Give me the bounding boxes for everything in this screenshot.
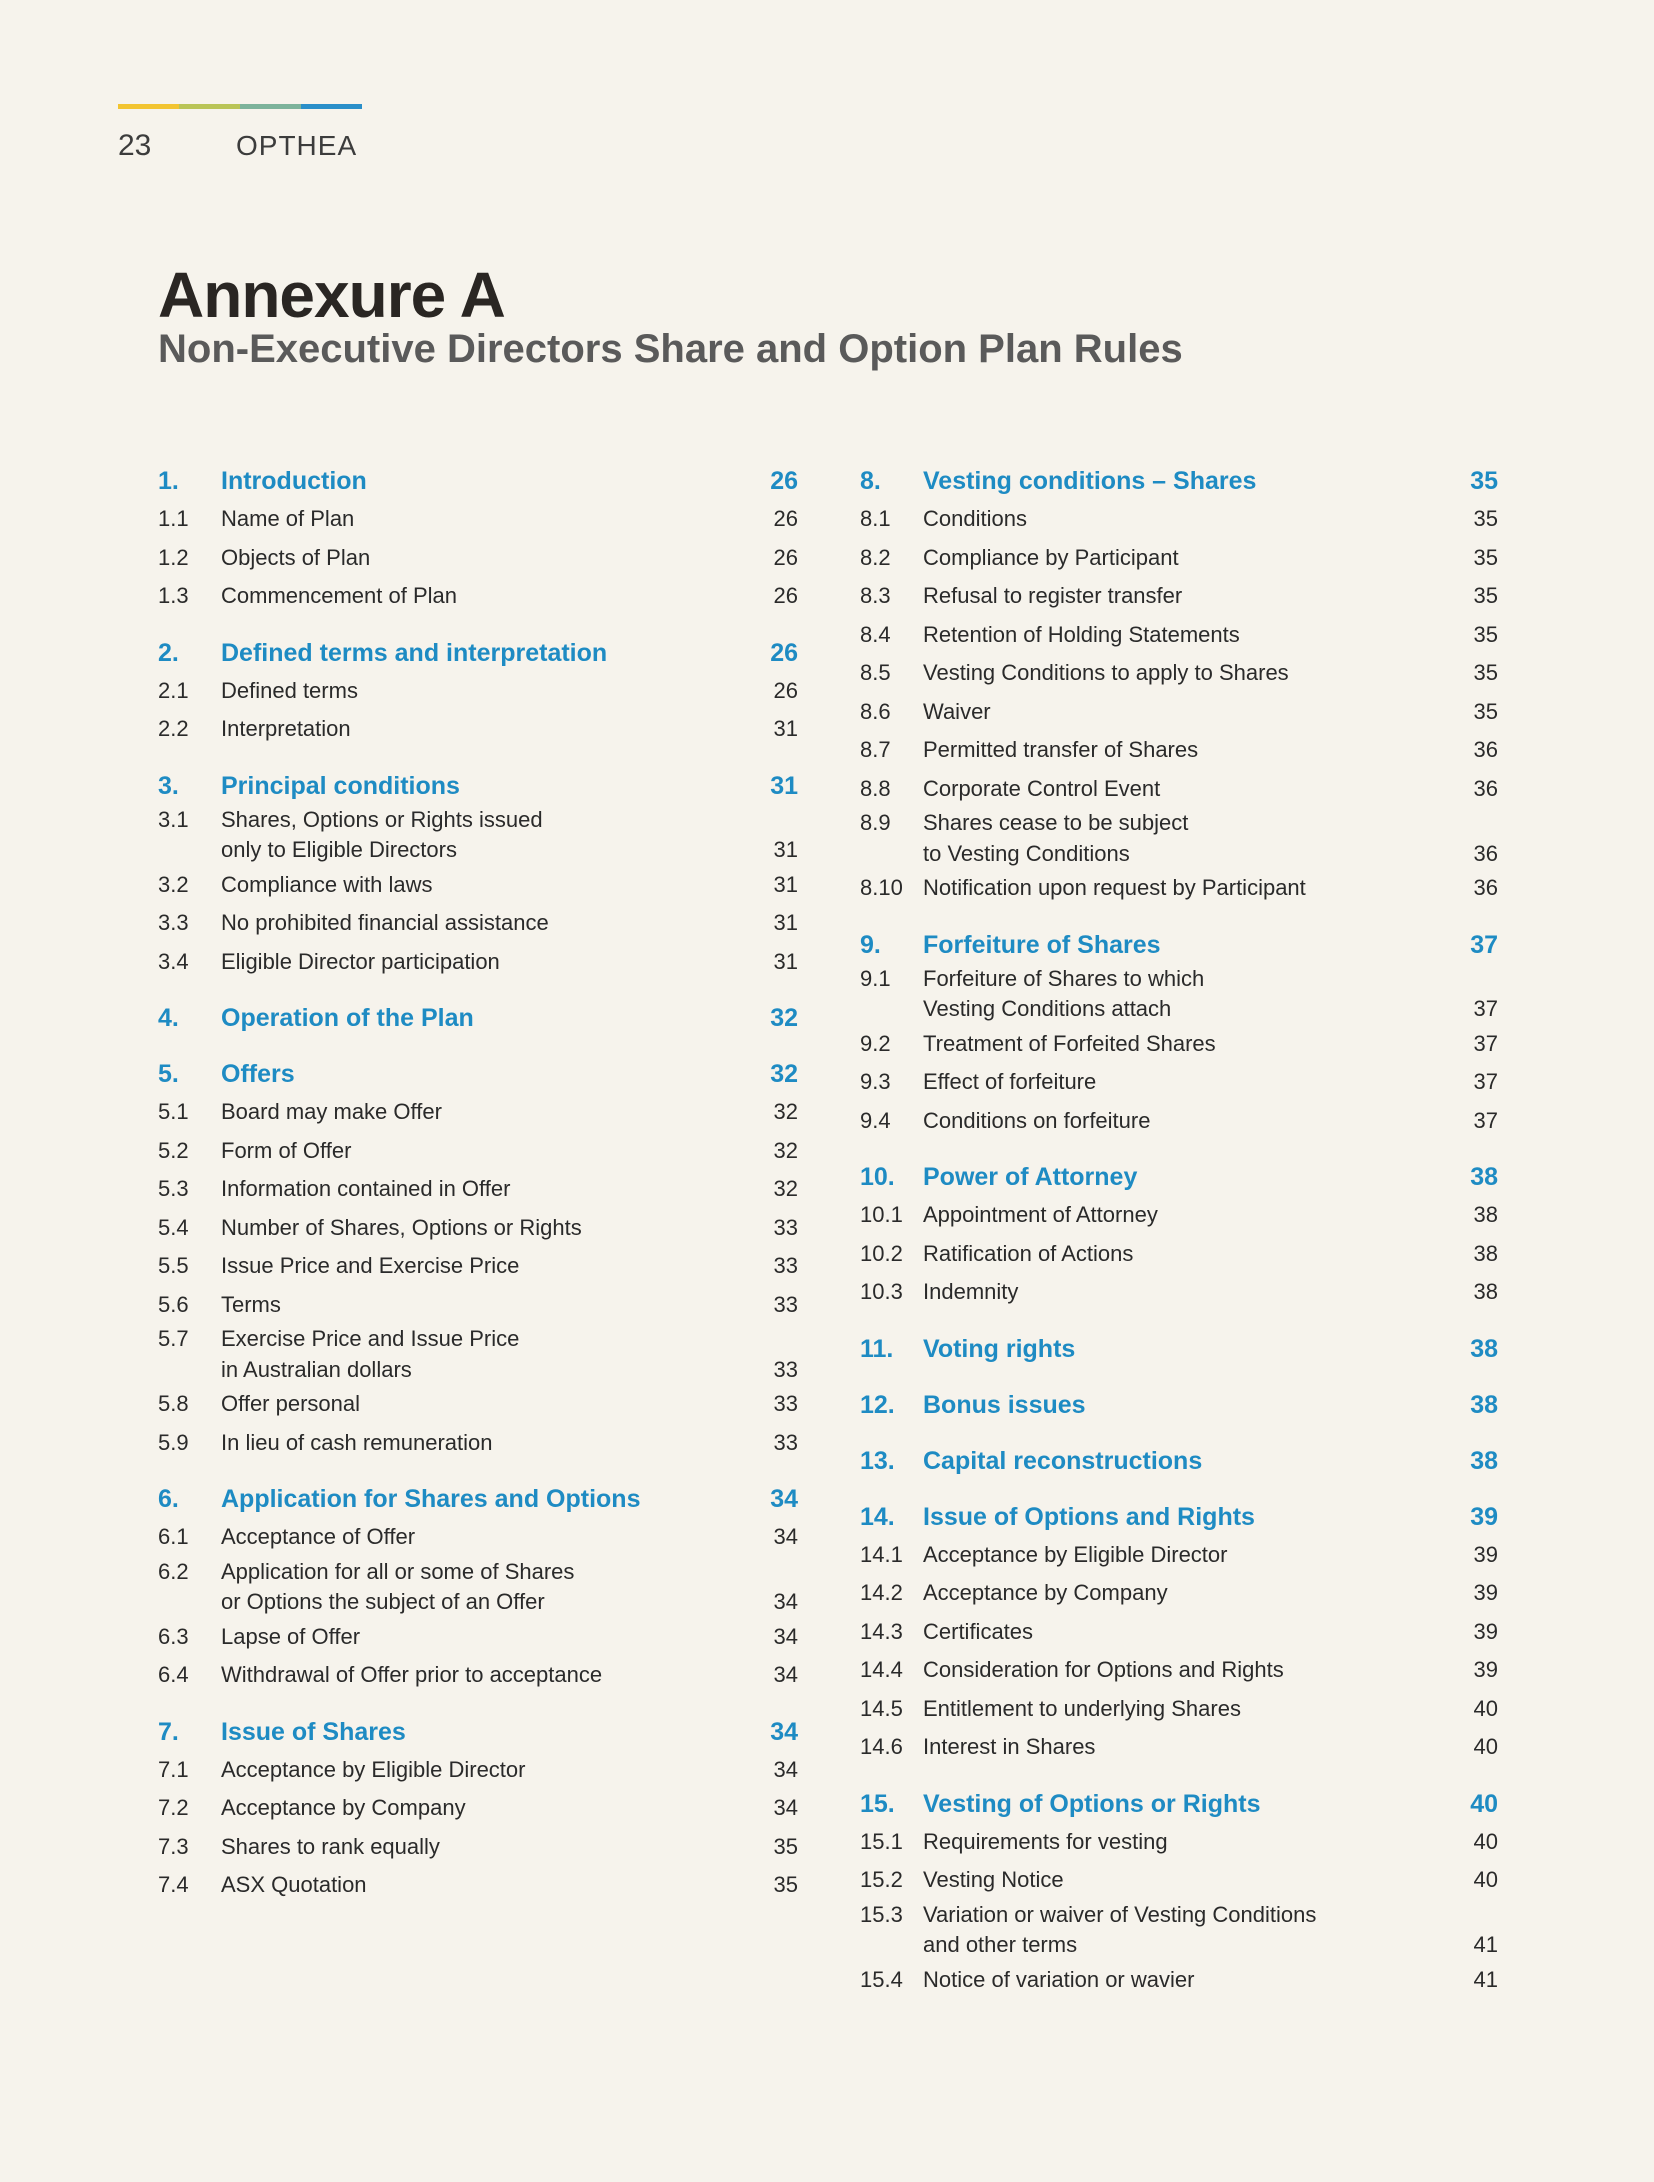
toc-entry-title: Conditions: [923, 506, 1027, 531]
toc-left-column: [158, 462, 798, 1923]
toc-section-number: 11.: [860, 1334, 894, 1363]
toc-entry-page: 36: [1473, 840, 1498, 866]
toc-entry-number: 15.1: [860, 1828, 903, 1854]
toc-entry-page: 26: [773, 506, 798, 531]
toc-section-heading[interactable]: [158, 634, 798, 672]
toc-entry-title: Acceptance by Company: [923, 1580, 1168, 1605]
toc-entry[interactable]: [860, 1961, 1498, 2000]
toc-entry-title: Board may make Offer: [221, 1099, 442, 1124]
toc-section: [860, 1442, 1498, 1480]
toc-section-title: Bonus issues: [923, 1390, 1086, 1419]
toc-entry-page: 40: [1473, 1734, 1498, 1759]
toc-entry-number: 8.8: [860, 775, 891, 801]
toc-entry-number: 8.7: [860, 737, 891, 762]
color-bar-segment: [301, 104, 362, 109]
toc-entry[interactable]: [158, 1286, 798, 1325]
toc-entry-number: 2.1: [158, 677, 189, 703]
toc-entry-number: 9.3: [860, 1069, 891, 1094]
toc-entry-number: 3.3: [158, 910, 189, 935]
toc-entry-page: 35: [1473, 621, 1498, 647]
toc-section: [860, 1498, 1498, 1767]
toc-entry-title: Acceptance by Eligible Director: [923, 1541, 1228, 1567]
header-color-bar: [118, 104, 362, 109]
color-bar-segment: [118, 104, 179, 109]
toc-section: [860, 926, 1498, 1141]
toc-entry[interactable]: [860, 808, 1498, 869]
toc-section-number: 13.: [860, 1446, 895, 1475]
toc-entry[interactable]: [860, 1861, 1498, 1900]
toc-section-page: 39: [1470, 1502, 1498, 1531]
toc-entry-page: 35: [773, 1833, 798, 1859]
toc-entry-page: 33: [773, 1253, 798, 1278]
toc-section: [158, 1713, 798, 1905]
toc-entry-page: 33: [773, 1214, 798, 1240]
toc-entry-title: Commencement of Plan: [221, 583, 457, 608]
toc-entry-title: Acceptance by Company: [221, 1795, 466, 1820]
toc-section-heading[interactable]: [158, 1480, 798, 1518]
toc-entry-title: Appointment of Attorney: [923, 1202, 1158, 1227]
toc-entry-title: Notification upon request by Participant: [923, 875, 1306, 900]
toc-section-page: 35: [1470, 467, 1498, 495]
color-bar-segment: [179, 104, 240, 109]
toc-entry-title: Retention of Holding Statements: [923, 621, 1240, 647]
toc-section-page: 32: [770, 1060, 798, 1088]
toc-entry[interactable]: [158, 1518, 798, 1557]
toc-section: [158, 634, 798, 749]
toc-section-number: 4.: [158, 1004, 179, 1032]
toc-entry-page: 35: [773, 1872, 798, 1897]
toc-entry-number: 5.8: [158, 1391, 189, 1416]
toc-entry-page: 31: [773, 716, 798, 741]
toc-entry[interactable]: [860, 1900, 1498, 1961]
toc-entry[interactable]: [158, 904, 798, 943]
toc-entry-title: Indemnity: [923, 1279, 1019, 1304]
toc-entry-title: Shares, Options or Rights issued only to Eligible Directors: [221, 806, 543, 862]
toc-entry[interactable]: [158, 805, 798, 866]
toc-entry[interactable]: [860, 500, 1498, 539]
toc-entry-title: Entitlement to underlying Shares: [923, 1695, 1241, 1721]
toc-section-page: 26: [770, 467, 798, 495]
toc-entry-title: Name of Plan: [221, 506, 355, 531]
page-subtitle: Non-Executive Directors Share and Option Plan Rules: [158, 327, 1183, 371]
toc-entry-title: Objects of Plan: [221, 544, 371, 570]
toc-entry[interactable]: [860, 539, 1498, 578]
toc-section-page: 38: [1470, 1390, 1498, 1419]
toc-section-heading[interactable]: [860, 926, 1498, 964]
toc-entry-title: Compliance by Participant: [923, 544, 1179, 570]
toc-section-page: 38: [1470, 1163, 1498, 1191]
toc-entry-title: Interpretation: [221, 716, 351, 741]
toc-entry-page: 34: [773, 1589, 798, 1614]
toc-entry-page: 35: [1473, 583, 1498, 608]
toc-entry[interactable]: [158, 943, 798, 982]
toc-entry-title: ASX Quotation: [221, 1872, 367, 1897]
toc-entry-page: 35: [1473, 544, 1498, 570]
toc-entry-title: Exercise Price and Issue Price in Australian dollars: [221, 1326, 520, 1382]
toc-entry-number: 1.3: [158, 583, 189, 608]
toc-entry-page: 32: [773, 1099, 798, 1124]
toc-entry-number: 15.2: [860, 1867, 903, 1892]
toc-entry[interactable]: [860, 1651, 1498, 1690]
toc-entry-number: 8.6: [860, 698, 891, 724]
toc-entry[interactable]: [158, 500, 798, 539]
toc-entry-number: 2.2: [158, 716, 189, 741]
toc-entry-number: 8.3: [860, 583, 891, 608]
toc-entry-number: 8.4: [860, 621, 891, 647]
toc-section-number: 9.: [860, 930, 881, 959]
toc-entry-number: 9.1: [860, 965, 891, 991]
toc-entry[interactable]: [860, 1102, 1498, 1141]
toc-entry[interactable]: [860, 1196, 1498, 1235]
toc-entry-title: Withdrawal of Offer prior to acceptance: [221, 1662, 603, 1687]
toc-section-title: Principal conditions: [221, 771, 460, 800]
toc-section-number: 12.: [860, 1390, 895, 1419]
toc-entry-title: Waiver: [923, 698, 991, 724]
toc-section-number: 8.: [860, 467, 881, 495]
toc-entry[interactable]: [860, 577, 1498, 616]
toc-entry-number: 10.2: [860, 1240, 903, 1266]
toc-section: [860, 462, 1498, 908]
toc-entry-page: 32: [773, 1176, 798, 1201]
toc-entry[interactable]: [860, 1613, 1498, 1652]
toc-entry-number: 6.3: [158, 1623, 189, 1649]
toc-entry-number: 7.3: [158, 1833, 189, 1859]
toc-entry-page: 34: [773, 1756, 798, 1782]
toc-entry[interactable]: [158, 539, 798, 578]
toc-entry-title: Treatment of Forfeited Shares: [923, 1030, 1216, 1056]
toc-section-number: 5.: [158, 1060, 179, 1088]
toc-entry-page: 26: [773, 583, 798, 608]
toc-entry[interactable]: [860, 1574, 1498, 1613]
toc-entry-page: 39: [1473, 1657, 1498, 1682]
toc-entry-title: Interest in Shares: [923, 1734, 1096, 1759]
toc-entry-number: 15.3: [860, 1901, 903, 1927]
toc-entry-title: In lieu of cash remuneration: [221, 1429, 493, 1455]
toc-entry-number: 14.3: [860, 1618, 903, 1644]
toc-entry-title: Information contained in Offer: [221, 1176, 511, 1201]
toc-entry[interactable]: [158, 1618, 798, 1657]
toc-entry[interactable]: [860, 1235, 1498, 1274]
page-header: [118, 126, 357, 166]
toc-section: [158, 767, 798, 982]
toc-entry-page: 41: [1473, 1932, 1498, 1957]
toc-section-page: 26: [770, 638, 798, 667]
toc-entry-number: 7.1: [158, 1756, 189, 1782]
toc-entry-page: 40: [1473, 1695, 1498, 1721]
toc-section-title: Power of Attorney: [923, 1163, 1138, 1191]
brand-logo: OPTHEA: [236, 130, 358, 161]
toc-entry-page: 31: [773, 871, 798, 897]
toc-section-number: 6.: [158, 1485, 179, 1513]
toc-entry-page: 34: [773, 1623, 798, 1649]
toc-entry-title: No prohibited financial assistance: [221, 910, 549, 935]
toc-entry-page: 33: [773, 1291, 798, 1317]
toc-entry-page: 36: [1473, 875, 1498, 900]
toc-entry-page: 31: [773, 948, 798, 974]
toc-section-title: Vesting conditions – Shares: [923, 467, 1257, 495]
toc-section-title: Vesting of Options or Rights: [923, 1789, 1261, 1818]
toc-entry-page: 36: [1473, 775, 1498, 801]
toc-entry[interactable]: [158, 672, 798, 711]
toc-entry-title: Defined terms: [221, 677, 358, 703]
toc-entry-title: Consideration for Options and Rights: [923, 1657, 1284, 1682]
toc-entry-page: 39: [1473, 1580, 1498, 1605]
toc-section-page: 40: [1470, 1789, 1498, 1818]
toc-section: [860, 1158, 1498, 1312]
toc-entry[interactable]: [860, 1823, 1498, 1862]
toc-entry-title: Shares to rank equally: [221, 1833, 440, 1859]
toc-entry-title: Refusal to register transfer: [923, 583, 1183, 608]
toc-entry-title: Acceptance by Eligible Director: [221, 1756, 526, 1782]
toc-entry[interactable]: [158, 1424, 798, 1463]
toc-entry-title: Acceptance of Offer: [221, 1524, 416, 1549]
toc-entry-page: 33: [773, 1429, 798, 1455]
toc-entry-number: 5.6: [158, 1291, 189, 1317]
toc-entry-page: 34: [773, 1524, 798, 1549]
toc-entry-page: 37: [1473, 1069, 1498, 1094]
toc-entry[interactable]: [158, 1828, 798, 1867]
toc-section-heading[interactable]: [860, 462, 1498, 500]
toc-entry-title: Certificates: [923, 1618, 1034, 1644]
toc-entry-number: 9.2: [860, 1030, 891, 1056]
toc-entry[interactable]: [158, 1789, 798, 1828]
toc-entry-number: 14.4: [860, 1657, 903, 1682]
toc-section-title: Operation of the Plan: [221, 1004, 474, 1032]
toc-section-heading[interactable]: [860, 1785, 1498, 1823]
toc-entry-title: Vesting Conditions to apply to Shares: [923, 660, 1289, 685]
toc-entry-title: Shares cease to be subject to Vesting Conditions: [923, 810, 1189, 866]
toc-entry-number: 6.1: [158, 1524, 189, 1549]
toc-section-number: 1.: [158, 467, 179, 495]
toc-entry-number: 1.2: [158, 544, 189, 570]
toc-entry-title: Requirements for vesting: [923, 1828, 1168, 1854]
toc-entry-title: Variation or waiver of Vesting Conditions and other terms: [923, 1901, 1317, 1957]
toc-entry-title: Number of Shares, Options or Rights: [221, 1214, 582, 1240]
toc-section: [158, 1480, 798, 1695]
toc-section-heading[interactable]: [158, 999, 798, 1037]
toc-entry-page: 38: [1473, 1279, 1498, 1304]
toc-section-number: 2.: [158, 638, 179, 667]
toc-section-heading[interactable]: [158, 462, 798, 500]
toc-section-number: 7.: [158, 1717, 179, 1746]
toc-section: [860, 1330, 1498, 1368]
toc-section-number: 15.: [860, 1789, 895, 1818]
toc-entry-page: 37: [1473, 996, 1498, 1021]
toc-entry-number: 8.2: [860, 544, 891, 570]
toc-entry-title: Eligible Director participation: [221, 948, 500, 974]
toc-entry-number: 3.1: [158, 806, 189, 832]
toc-section-title: Forfeiture of Shares: [923, 930, 1161, 959]
toc-entry-page: 34: [773, 1795, 798, 1820]
toc-entry-page: 37: [1473, 1030, 1498, 1056]
toc-entry-page: 39: [1473, 1618, 1498, 1644]
toc-entry[interactable]: [158, 1170, 798, 1209]
toc-section-page: 34: [770, 1717, 798, 1746]
toc-section-number: 14.: [860, 1502, 895, 1531]
toc-section-title: Defined terms and interpretation: [221, 638, 608, 667]
toc-section-page: 31: [770, 771, 798, 800]
toc-entry-title: Application for all or some of Shares or Options the subject of an Offer: [221, 1558, 575, 1614]
toc-section-title: Issue of Shares: [221, 1717, 406, 1746]
toc-section-page: 37: [1470, 930, 1498, 959]
toc-entry-page: 40: [1473, 1828, 1498, 1854]
toc-section-title: Capital reconstructions: [923, 1446, 1203, 1475]
toc-entry-number: 8.5: [860, 660, 891, 685]
page-title: Annexure A: [158, 259, 505, 331]
toc-right-column: [860, 462, 1498, 2017]
toc-entry-number: 7.2: [158, 1795, 189, 1820]
toc-entry-page: 33: [773, 1356, 798, 1382]
toc-section-number: 10.: [860, 1163, 895, 1191]
toc-entry-number: 5.3: [158, 1176, 189, 1201]
toc-entry[interactable]: [158, 1656, 798, 1695]
toc-section-page: 38: [1470, 1334, 1498, 1363]
toc-entry[interactable]: [860, 1728, 1498, 1767]
toc-section-page: 34: [770, 1485, 798, 1513]
toc-entry-page: 35: [1473, 660, 1498, 685]
toc-entry-title: Corporate Control Event: [923, 775, 1161, 801]
toc-entry-title: Effect of forfeiture: [923, 1069, 1097, 1094]
toc-entry[interactable]: [158, 1385, 798, 1424]
toc-entry-number: 14.2: [860, 1580, 903, 1605]
toc-entry-number: 14.6: [860, 1734, 903, 1759]
toc-section-title: Application for Shares and Options: [221, 1485, 641, 1513]
toc-entry[interactable]: [158, 1557, 798, 1618]
toc-entry-page: 38: [1473, 1202, 1498, 1227]
toc-section: [860, 1386, 1498, 1424]
toc-entry-page: 31: [773, 910, 798, 935]
toc-entry[interactable]: [860, 1690, 1498, 1729]
toc-entry-number: 5.1: [158, 1099, 189, 1124]
toc-section-page: 32: [770, 1004, 798, 1032]
toc-section: [158, 462, 798, 616]
toc-entry[interactable]: [860, 1025, 1498, 1064]
toc-entry[interactable]: [860, 731, 1498, 770]
toc-entry[interactable]: [158, 1866, 798, 1905]
toc-entry[interactable]: [860, 1536, 1498, 1575]
toc-entry-page: 33: [773, 1391, 798, 1416]
toc-entry-page: 35: [1473, 506, 1498, 531]
toc-entry[interactable]: [158, 866, 798, 905]
toc-entry-page: 34: [773, 1662, 798, 1687]
toc-entry-title: Lapse of Offer: [221, 1623, 361, 1649]
toc-entry[interactable]: [158, 1093, 798, 1132]
toc-section-title: Voting rights: [923, 1334, 1076, 1363]
toc-entry[interactable]: [860, 964, 1498, 1025]
toc-section-heading[interactable]: [158, 767, 798, 805]
toc-section-number: 3.: [158, 771, 179, 800]
toc-entry[interactable]: [158, 1209, 798, 1248]
toc-entry[interactable]: [860, 693, 1498, 732]
toc-entry-title: Form of Offer: [221, 1137, 352, 1163]
toc-section-heading[interactable]: [860, 1498, 1498, 1536]
toc-entry-number: 15.4: [860, 1966, 903, 1992]
toc-entry[interactable]: [158, 710, 798, 749]
toc-entry-page: 31: [773, 837, 798, 862]
toc-entry[interactable]: [158, 1751, 798, 1790]
toc-entry-number: 7.4: [158, 1872, 189, 1897]
toc-entry-page: 37: [1473, 1107, 1498, 1133]
toc-section-heading[interactable]: [860, 1158, 1498, 1196]
toc-entry-title: Terms: [221, 1291, 281, 1317]
toc-entry[interactable]: [158, 1247, 798, 1286]
toc-entry[interactable]: [860, 654, 1498, 693]
toc-entry-title: Conditions on forfeiture: [923, 1107, 1151, 1133]
toc-section: [860, 1785, 1498, 2000]
toc-section-heading[interactable]: [158, 1713, 798, 1751]
toc-entry-title: Offer personal: [221, 1391, 361, 1416]
page-number: 23: [118, 129, 152, 162]
toc-entry-number: 10.1: [860, 1202, 903, 1227]
toc-entry-number: 8.9: [860, 810, 891, 835]
toc-section-heading[interactable]: [860, 1386, 1498, 1424]
toc-entry[interactable]: [860, 1273, 1498, 1312]
toc-entry-page: 26: [773, 677, 798, 703]
toc-entry-page: 26: [773, 544, 798, 570]
toc-section: [158, 1055, 798, 1462]
toc-entry-title: Vesting Notice: [923, 1867, 1064, 1892]
toc-entry-page: 39: [1473, 1541, 1498, 1567]
toc-entry-title: Permitted transfer of Shares: [923, 737, 1199, 762]
toc-entry-page: 41: [1473, 1966, 1498, 1992]
toc-entry-number: 10.3: [860, 1279, 903, 1304]
toc-entry-page: 40: [1473, 1867, 1498, 1892]
toc-entry-number: 8.1: [860, 506, 891, 531]
toc-section-heading[interactable]: [860, 1442, 1498, 1480]
toc-entry-number: 5.9: [158, 1429, 189, 1455]
toc-entry-page: 35: [1473, 698, 1498, 724]
toc-entry-title: Issue Price and Exercise Price: [221, 1253, 520, 1278]
toc-entry-page: 38: [1473, 1240, 1498, 1266]
toc-entry-title: Ratification of Actions: [923, 1240, 1134, 1266]
toc-entry-number: 8.10: [860, 875, 903, 900]
toc-entry-page: 32: [773, 1137, 798, 1163]
toc-entry-number: 5.7: [158, 1326, 189, 1351]
toc-entry[interactable]: [158, 1324, 798, 1385]
toc-entry-number: 9.4: [860, 1107, 891, 1133]
toc-section-title: Issue of Options and Rights: [923, 1502, 1255, 1531]
toc-section-heading[interactable]: [860, 1330, 1498, 1368]
toc-section: [158, 999, 798, 1037]
toc-entry-number: 5.5: [158, 1253, 189, 1278]
toc-entry-number: 6.4: [158, 1662, 189, 1687]
toc-entry-number: 3.4: [158, 948, 189, 974]
toc-entry-title: Compliance with laws: [221, 871, 433, 897]
toc-entry-number: 5.2: [158, 1137, 189, 1163]
toc-entry-page: 36: [1473, 737, 1498, 762]
toc-section-title: Introduction: [221, 467, 367, 495]
toc-entry-number: 6.2: [158, 1558, 189, 1584]
toc-entry-number: 5.4: [158, 1214, 189, 1240]
toc-entry[interactable]: [860, 869, 1498, 908]
toc-entry-number: 14.5: [860, 1695, 903, 1721]
toc-entry-number: 3.2: [158, 871, 189, 897]
toc-entry[interactable]: [158, 1132, 798, 1171]
toc-entry[interactable]: [860, 770, 1498, 809]
color-bar-segment: [240, 104, 301, 109]
toc-entry[interactable]: [860, 1063, 1498, 1102]
toc-section-heading[interactable]: [158, 1055, 798, 1093]
toc-entry-number: 1.1: [158, 506, 189, 531]
toc-entry[interactable]: [158, 577, 798, 616]
toc-entry[interactable]: [860, 616, 1498, 655]
toc-entry-title: Notice of variation or wavier: [923, 1966, 1195, 1992]
toc-section-page: 38: [1470, 1446, 1498, 1475]
toc-section-title: Offers: [221, 1060, 295, 1088]
toc-entry-number: 14.1: [860, 1541, 903, 1567]
toc-entry-title: Forfeiture of Shares to which Vesting Conditions attach: [923, 965, 1205, 1021]
